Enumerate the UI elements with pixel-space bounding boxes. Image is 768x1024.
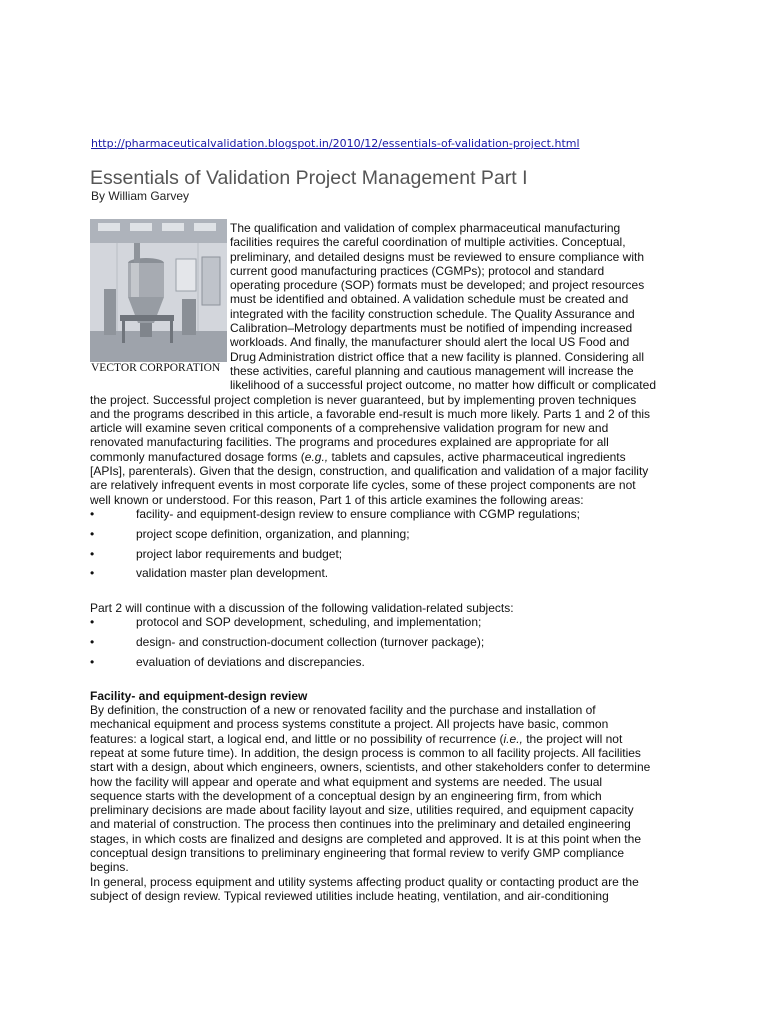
list-item: [90, 527, 684, 547]
intro-line: must be identified and obtained. A validation schedule must be created and: [230, 292, 629, 307]
source-link[interactable]: http://pharmaceuticalvalidation.blogspot.in/2010/12/essentials-of-validation-project.html: [91, 137, 580, 150]
image-caption: VECTOR CORPORATION: [91, 362, 221, 374]
body-line: renovated manufacturing facilities. The programs and procedures explained are appropriate for all: [90, 435, 609, 450]
list-item-text: project scope definition, organization, and planning;: [136, 526, 410, 541]
body-line: are relatively infrequent events in most corporate life cycles, some of these project components are not: [90, 478, 636, 493]
body-line: how the facility will appear and operate and what equipment and systems are needed. The usual: [90, 774, 603, 789]
part1-bullet-list: [90, 507, 684, 586]
intro-line: Drug Administration district office that a new facility is planned. Considering all: [230, 349, 644, 364]
body-line: and material of construction. The process then continues into the preliminary and detailed engineering: [90, 817, 631, 832]
body-line: stages, in which costs are finalized and designs are completed and approved. It is at this point when the: [90, 831, 641, 846]
italic-run: i.e.,: [503, 731, 523, 746]
bullet-icon: •: [90, 546, 95, 561]
text-run: tablets and capsules, active pharmaceutical ingredients: [328, 449, 626, 464]
intro-line: likelihood of a successful project outcome, no matter how difficult or complicated: [230, 378, 656, 393]
list-item: [90, 566, 684, 586]
bullet-icon: •: [90, 506, 95, 521]
section-heading: Facility- and equipment-design review: [90, 688, 308, 703]
article-title: Essentials of Validation Project Management Part I: [90, 167, 528, 189]
text-run: features: a logical start, a logical end, and little or no possibility of recurrence (: [90, 731, 504, 746]
spacer: [90, 674, 684, 689]
part2-intro: Part 2 will continue with a discussion of the following validation-related subjects:: [90, 600, 514, 615]
body-line: subject of design review. Typical reviewed utilities include heating, ventilation, and air-conditioning: [90, 888, 609, 903]
body-line: preliminary decisions are made about facility layout and size, utilities required, and equipment capacity: [90, 803, 634, 818]
list-item: [90, 655, 684, 675]
bullet-icon: •: [90, 654, 95, 669]
italic-run: e.g.,: [304, 449, 329, 464]
list-item-text: design- and construction-document collection (turnover package);: [136, 634, 485, 649]
body-line: By definition, the construction of a new or renovated facility and the purchase and installation of: [90, 703, 596, 718]
body-line: article will examine seven critical components of a comprehensive validation program for new and: [90, 421, 609, 436]
body-line: mechanical equipment and process systems constitute a project. All projects have basic, common: [90, 717, 609, 732]
body-line: conceptual design transitions to preliminary engineering that formal review to verify GMP compliance: [90, 846, 625, 861]
intro-line: preliminary, and detailed designs must be reviewed to ensure compliance with: [230, 249, 644, 264]
body-line: [90, 732, 684, 746]
list-item-text: project labor requirements and budget;: [136, 546, 343, 561]
intro-line: workloads. And finally, the manufacturer should alert the local US Food and: [230, 335, 630, 350]
intro-line: The qualification and validation of complex pharmaceutical manufacturing: [230, 221, 621, 235]
body-line: sequence starts with the development of a conceptual design by an engineering firm, from which: [90, 788, 602, 803]
intro-line: operating procedure (SOP) formats must be developed; and project resources: [230, 278, 645, 293]
list-item-text: protocol and SOP development, scheduling, and implementation;: [136, 614, 482, 629]
body-line: begins.: [90, 860, 129, 875]
list-item: [90, 547, 684, 567]
body-line: and the programs described in this article, a favorable end-result is much more likely. Parts 1 and 2 of this: [90, 406, 651, 421]
bullet-icon: •: [90, 614, 95, 629]
body-line: the project. Successful project completion is never guaranteed, but by implementing proven techniques: [90, 392, 637, 407]
list-item: [90, 507, 684, 527]
bullet-icon: •: [90, 526, 95, 541]
list-item: [90, 615, 684, 635]
bullet-icon: •: [90, 634, 95, 649]
spacer: [90, 586, 684, 601]
body-line: [90, 450, 684, 464]
part2-bullet-list: [90, 615, 684, 674]
list-item-text: facility- and equipment-design review to ensure compliance with CGMP regulations;: [136, 506, 580, 521]
text-run: the project will not: [522, 731, 623, 746]
intro-line: integrated with the facility construction schedule. The Quality Assurance and: [230, 306, 635, 321]
intro-line: Calibration–Metrology departments must be notified of impending increased: [230, 321, 633, 336]
intro-line: facilities requires the careful coordination of multiple activities. Conceptual,: [230, 235, 626, 250]
list-item-text: validation master plan development.: [136, 566, 329, 581]
body-line: repeat at some future time). In addition, the design process is common to all facility projects. All facilities: [90, 746, 641, 760]
body-line: [APIs], parenterals). Given that the design, construction, and qualification and validation of a major facility: [90, 464, 649, 479]
text-run: commonly manufactured dosage forms (: [90, 449, 305, 464]
intro-line: current good manufacturing practices (CGMPs); protocol and standard: [230, 263, 605, 278]
body-line: start with a design, about which engineers, owners, scientists, and other stakeholders confer to determine: [90, 760, 651, 775]
list-item: [90, 635, 684, 655]
author-byline: By William Garvey: [91, 189, 190, 203]
body-line: In general, process equipment and utility systems affecting product quality or contacting product are the: [90, 874, 639, 889]
intro-line: these activities, careful planning and cautious management will increase the: [230, 363, 634, 378]
list-item-text: evaluation of deviations and discrepancies.: [136, 654, 365, 669]
body-line: well known or understood. For this reason, Part 1 of this article examines the following areas:: [90, 492, 584, 507]
article-body: [90, 221, 684, 903]
bullet-icon: •: [90, 566, 95, 581]
